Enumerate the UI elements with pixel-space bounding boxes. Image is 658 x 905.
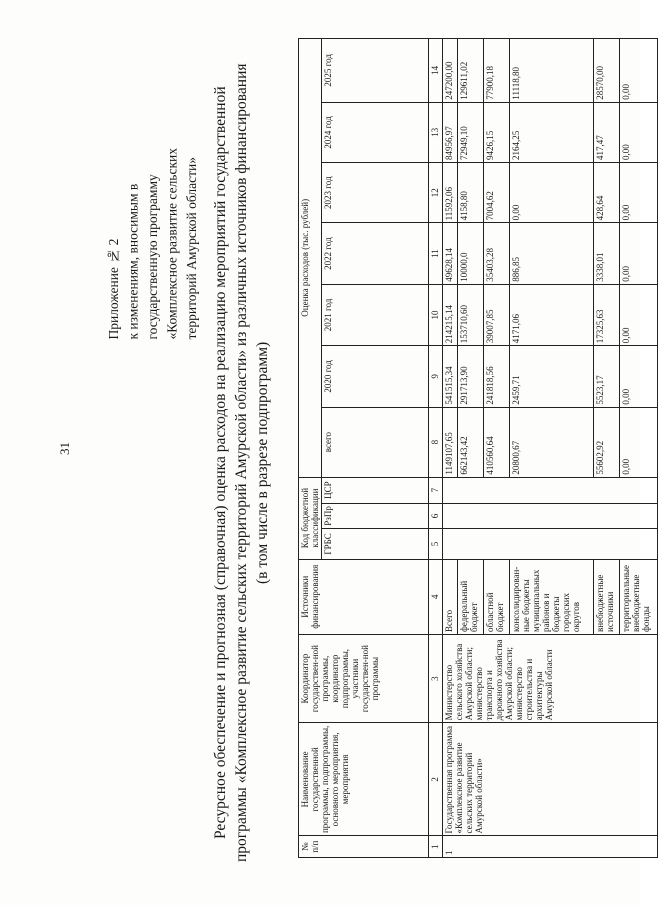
value-cell: 1149107,65 [443, 407, 458, 477]
header-year: 2021 год [322, 284, 429, 345]
value-cell: 2459,71 [510, 346, 593, 407]
header-year: 2023 год [322, 163, 429, 223]
header-coordinator: Координатор государствен-ной программы, координатор подпрограммы, участники государствен-ной программы [299, 634, 429, 722]
appendix-line: территорий Амурской области» [184, 156, 199, 340]
header-expenses: Оценка расходов (тыс. рублей) [299, 39, 322, 478]
col-number: 10 [429, 284, 443, 345]
value-cell: 7004,62 [484, 163, 510, 223]
value-cell: 417,47 [593, 102, 619, 162]
header-year: 2025 год [322, 39, 429, 103]
document-title [210, 38, 273, 888]
value-cell: 886,85 [510, 223, 593, 284]
value-cell: 5523,17 [593, 346, 619, 407]
value-cell: 10000,0 [457, 223, 483, 284]
value-cell: 541515,34 [443, 346, 458, 407]
col-number: 1 [429, 836, 443, 858]
value-cell: 4158,80 [457, 163, 483, 223]
header-total: всего [322, 407, 429, 477]
value-cell: 77900,18 [484, 39, 510, 103]
value-cell: 17325,63 [593, 284, 619, 345]
program-coordinator: Министерство сельского хозяйства Амурской области; министерство транспорта и дорожного хозяйства Амурской области; министерство строительства и архитектуры Амурской области [443, 634, 658, 722]
appendix-line: государственную программу [145, 174, 160, 340]
value-cell: 153710,60 [457, 284, 483, 345]
title-line: Ресурсное обеспечение и прогнозная (справочная) оценка расходов на реализацию мероприятий государственной [212, 86, 229, 840]
value-cell: 410560,64 [484, 407, 510, 477]
value-cell: 291713,90 [457, 346, 483, 407]
header-no: № п/п [299, 836, 429, 858]
csr-cell [443, 477, 658, 503]
value-cell: 0,00 [620, 39, 658, 103]
value-cell: 84956,97 [443, 102, 458, 162]
grbs-cell [443, 529, 658, 559]
col-number: 12 [429, 163, 443, 223]
page-number: 31 [57, 442, 72, 455]
appendix-line: к изменениям, вносимым в [125, 183, 141, 340]
value-cell: 0,00 [620, 102, 658, 162]
col-number: 13 [429, 102, 443, 162]
value-cell: 72949,10 [457, 102, 483, 162]
header-rzpr: РзПр [322, 503, 429, 529]
row-number: 1 [443, 836, 658, 858]
value-cell: 4171,06 [510, 284, 593, 345]
title-line: программы «Комплексное развитие сельских территорий Амурской области» из различных источников финансирования [233, 63, 250, 863]
source-label: территориальные внебюджетные фонды [620, 559, 658, 634]
col-number: 4 [429, 559, 443, 634]
header-name: Наименование государственной программы, подпрограммы, основного мероприятия, мероприятия [299, 723, 429, 836]
value-cell: 241818,56 [484, 346, 510, 407]
value-cell: 11118,80 [510, 39, 593, 103]
header-year: 2022 год [322, 223, 429, 284]
value-cell: 0,00 [620, 163, 658, 223]
value-cell: 28570,00 [593, 39, 619, 103]
rzpr-cell [443, 503, 658, 529]
value-cell: 2164,25 [510, 102, 593, 162]
col-number: 2 [429, 723, 443, 836]
header-year: 2024 год [322, 102, 429, 162]
appendix-line: Приложение № 2 [106, 238, 121, 340]
value-cell: 11592,06 [443, 163, 458, 223]
col-number: 9 [429, 346, 443, 407]
value-cell: 20800,67 [510, 407, 593, 477]
col-number: 11 [429, 223, 443, 284]
value-cell: 214215,14 [443, 284, 458, 345]
column-number-row [429, 39, 443, 858]
source-label: областной бюджет [484, 559, 510, 634]
value-cell: 0,00 [620, 346, 658, 407]
col-number: 7 [429, 477, 443, 503]
table-row [443, 39, 458, 858]
header-grbs: ГРБС [322, 529, 429, 559]
value-cell: 0,00 [620, 223, 658, 284]
header-budget-code: Код бюджетной классификации [299, 477, 322, 559]
value-cell: 0,00 [510, 163, 593, 223]
col-number: 8 [429, 407, 443, 477]
col-number: 6 [429, 503, 443, 529]
source-label: внебюджетные источники [593, 559, 619, 634]
resource-table [298, 38, 658, 858]
source-label: федеральный бюджет [457, 559, 483, 634]
header-year: 2020 год [322, 346, 429, 407]
col-number: 5 [429, 529, 443, 559]
header-source: Источники финансирования [299, 559, 429, 634]
source-label: консолидирован-ные бюджеты муниципальных районов и бюджеты городских округов [510, 559, 593, 634]
value-cell: 428,64 [593, 163, 619, 223]
appendix-note [104, 148, 202, 340]
header-csr: ЦСР [322, 477, 429, 503]
value-cell: 129611,02 [457, 39, 483, 103]
value-cell: 3338,01 [593, 223, 619, 284]
value-cell: 247200,00 [443, 39, 458, 103]
value-cell: 9426,15 [484, 102, 510, 162]
value-cell: 0,00 [620, 407, 658, 477]
value-cell: 49628,14 [443, 223, 458, 284]
program-name: Государственная программа «Комплексное развитие сельских территорий Амурской области» [443, 723, 658, 836]
value-cell: 662143,42 [457, 407, 483, 477]
col-number: 14 [429, 39, 443, 103]
appendix-line: «Комплексное развитие сельских [164, 148, 180, 340]
col-number: 3 [429, 634, 443, 722]
table-container [298, 38, 658, 858]
value-cell: 35403,28 [484, 223, 510, 284]
title-line: (в том числе в разрезе подпрограмм) [254, 341, 271, 585]
source-label: Всего [443, 559, 458, 634]
value-cell: 39007,85 [484, 284, 510, 345]
value-cell: 0,00 [620, 284, 658, 345]
value-cell: 55602,92 [593, 407, 619, 477]
